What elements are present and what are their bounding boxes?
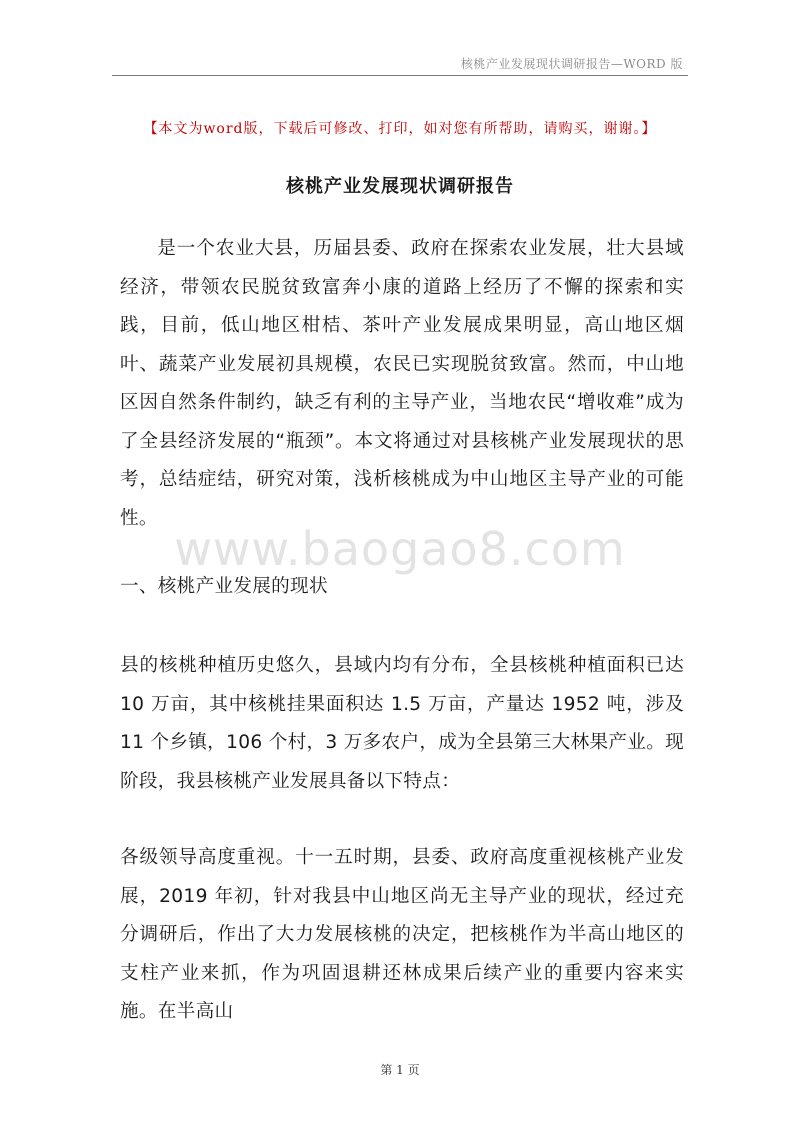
purchase-notice: 【本文为word版，下载后可修改、打印，如对您有所帮助，请购买，谢谢。】: [143, 121, 657, 137]
intro-paragraph: 是一个农业大县，历届县委、政府在探索农业发展，壮大县域经济，带领农民脱贫致富奔小康的道路上经历了不懈的探索和实践，目前，低山地区柑桔、茶叶产业发展成果明显，高山地区烟叶、蔬菜产业发展初具规模，农民已实现脱贫致富。然而，中山地区因自然条件制约，缺乏有利的主导产业，当地农民“增收难”成为了全县经济发展的“瓶颈”。本文将通过对县核桃产业发展现状的思考，总结症结，研究对策，浅析核桃成为中山地区主导产业的可能性。: [120, 238, 684, 529]
page-number: 第 1 页: [380, 1063, 420, 1077]
section-heading: 一、核桃产业发展的现状: [120, 576, 328, 597]
leadership-paragraph: 各级领导高度重视。十一五时期，县委、政府高度重视核桃产业发展，2019 年初，针对我县中山地区尚无主导产业的现状，经过充分调研后，作出了大力发展核桃的决定，把核桃作为半高山地区的支柱产业来抓，作为巩固退耕还林成果后续产业的重要内容来实施。在半高山: [120, 847, 684, 1022]
document-title: 核桃产业发展现状调研报告: [286, 176, 514, 197]
header-divider: [112, 75, 688, 76]
watermark: www.baogao8.com: [174, 522, 626, 576]
history-paragraph: 县的核桃种植历史悠久，县域内均有分布，全县核桃种植面积已达 10 万亩，其中核桃挂果面积达 1.5 万亩，产量达 1952 吨，涉及 11 个乡镇，106 个村，3 万多农户，成为全县第三大林果产业。现阶段，我县核桃产业发展具备以下特点：: [120, 655, 684, 792]
running-header: 核桃产业发展现状调研报告—WORD 版: [460, 57, 683, 71]
